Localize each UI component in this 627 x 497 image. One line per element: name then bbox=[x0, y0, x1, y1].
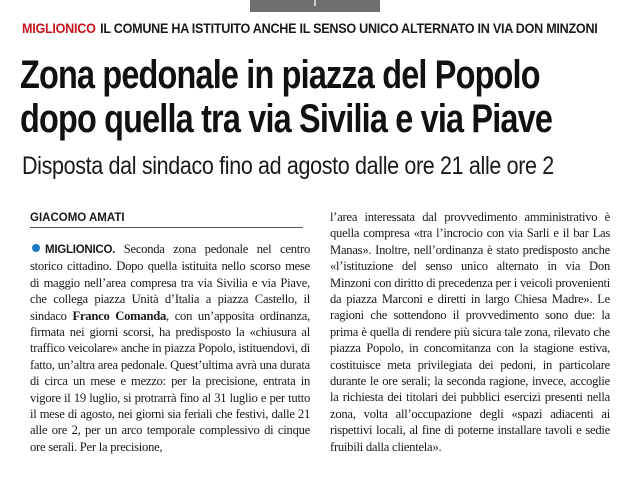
kicker-text: IL COMUNE HA ISTITUITO ANCHE IL SENSO UNICO ALTERNATO IN VIA DON MINZONI bbox=[100, 20, 598, 36]
kicker-location: MIGLIONICO bbox=[22, 20, 96, 36]
column-1-text-a: Seconda zona pedonale nel centro storico cittadino. Dopo quella istituita nello scorso mese di maggio nell’area compresa tra via Sivilia e via Piave, che collega piazza Unità d’Italia a piazza Castello, il sindaco bbox=[30, 242, 310, 323]
top-bar-tick bbox=[314, 0, 316, 6]
kicker-line bbox=[22, 20, 598, 36]
headline-line-2: dopo quella tra via Sivilia e via Piave bbox=[20, 97, 553, 141]
bullet-dot-icon bbox=[32, 244, 40, 252]
mayor-name: Franco Comanda bbox=[72, 308, 167, 323]
byline-rule bbox=[30, 227, 303, 228]
column-1-text-b: , con un’apposita ordinanza, firmata nei giorni scorsi, ha predisposto la «chiusura al traffico veicolare» anche in piazza Popolo, istituendovi, di fatto, un’altra area pedonale. Quest’ultima avrà una durata di circa un mese e mezzo: per la precisione, entrata in vigore il 19 luglio, si protrarrà fino al 31 luglio e per tutto il mese di agosto, nei giorni sia feriali che festivi, dalle 21 alle ore 2, per un arco temporale complessivo di cinque ore serali. Per la precisione, bbox=[30, 308, 311, 454]
headline bbox=[20, 53, 587, 141]
subheadline: Disposta dal sindaco fino ad agosto dalle ore 21 alle ore 2 bbox=[22, 152, 554, 180]
headline-line-1: Zona pedonale in piazza del Popolo bbox=[20, 53, 540, 97]
article-column-2 bbox=[330, 209, 610, 455]
column-2-text: l’area interessata dal provvedimento amministrativo è quella compresa «tra l’incrocio con via Sarli e il bar Las Manas». Inoltre, nell’ordinanza è stato predisposto anche «l’istituzione del senso unico alternato in via Don Minzoni con diritto di precedenza per i veicoli provenienti da piazza Marconi e diretti in largo Chiesa Madre». Le ragioni che sottendono il provvedimento sono due: la prima è quella di rendere più sicura tale zona, rilevato che piazza Popolo, in concomitanza con la stagione estiva, costituisce meta privilegiata dei pedoni, in particolare durante le ore serali; la seconda ragione, invece, accoglie la richiesta dei titolari dei pubblici esercizi presenti nella zona, volta all’occupazione degli «spazi adiacenti ai rispettivi locali, al fine di poterne installare tavoli e sedie fruibili dalla clientela». bbox=[330, 210, 610, 454]
dateline: MIGLIONICO. bbox=[45, 244, 116, 256]
article-column-1 bbox=[30, 241, 310, 455]
byline: GIACOMO AMATI bbox=[30, 212, 125, 224]
